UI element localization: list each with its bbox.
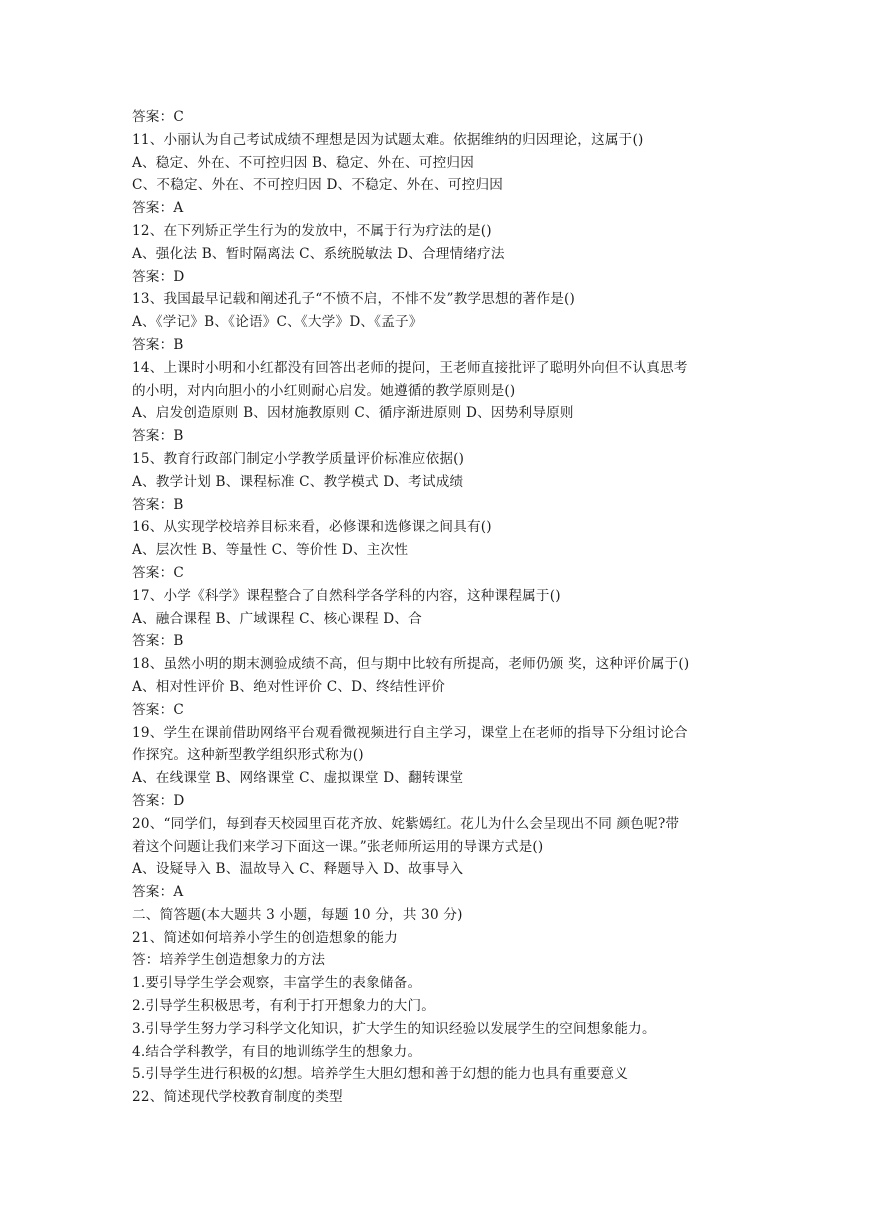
text-line: 答案：B <box>132 336 184 353</box>
text-line: A、强化法 B、暂时隔离法 C、系统脱敏法 D、合理情绪疗法 <box>132 245 505 262</box>
text-line: A、教学计划 B、课程标准 C、教学模式 D、考试成绩 <box>132 473 464 490</box>
text-line: 答案：B <box>132 496 184 513</box>
text-line: 答案：C <box>132 701 184 718</box>
text-line: 答案：B <box>132 428 184 445</box>
text-line: 11、小丽认为自己考试成绩不理想是因为试题太难。依据维纳的归因理论，这属于() <box>132 131 644 148</box>
text-line: C、不稳定、外在、不可控归因 D、不稳定、外在、可控归因 <box>132 177 504 194</box>
text-line: 的小明，对内向胆小的小红则耐心启发。她遵循的教学原则是() <box>132 382 516 399</box>
text-line: 16、从实现学校培养目标来看，必修课和选修课之间具有() <box>132 519 492 536</box>
text-line: 15、教育行政部门制定小学教学质量评价标准应依据() <box>132 450 465 467</box>
text-line: 2.引导学生积极思考，有利于打开想象力的大门。 <box>132 998 436 1015</box>
text-line: 答案：B <box>132 633 184 650</box>
text-line: 答案：A <box>132 200 184 217</box>
text-line: A、设疑导入 B、温故导入 C、释题导入 D、故事导入 <box>132 861 464 878</box>
text-line: 22、简述现代学校教育制度的类型 <box>132 1089 343 1106</box>
text-line: 答案：C <box>132 564 184 581</box>
text-line: 19、学生在课前借助网络平台观看微视频进行自主学习，课堂上在老师的指导下分组讨论合 <box>132 724 688 741</box>
text-line: 答案：D <box>132 792 185 809</box>
text-line: A、层次性 B、等量性 C、等价性 D、主次性 <box>132 542 409 559</box>
text-line: A、融合课程 B、广域课程 C、核心课程 D、合 <box>132 610 422 627</box>
document-body <box>132 106 742 1109</box>
text-line: 答案：A <box>132 884 184 901</box>
text-line: 17、小学《科学》课程整合了自然科学各学科的内容，这种课程属于() <box>132 587 561 604</box>
text-line: 着这个问题让我们来学习下面这一课。”张老师所运用的导课方式是() <box>132 838 544 855</box>
text-line: 二、简答题(本大题共 3 小题，每题 10 分，共 30 分) <box>132 906 463 923</box>
text-line: 1.要引导学生学会观察，丰富学生的表象储备。 <box>132 975 422 992</box>
text-line: A、《学记》B、《论语》C、《大学》D、《孟子》 <box>132 314 423 331</box>
text-line: A、在线课堂 B、网络课堂 C、虚拟课堂 D、翻转课堂 <box>132 770 464 787</box>
text-line: 18、虽然小明的期末测验成绩不高，但与期中比较有所提高，老师仍颁 奖，这种评价属于() <box>132 656 690 673</box>
text-line: 5.引导学生进行积极的幻想。培养学生大胆幻想和善于幻想的能力也具有重要意义 <box>132 1066 629 1083</box>
text-line: A、稳定、外在、不可控归因 B、稳定、外在、可控归因 <box>132 154 474 171</box>
text-line: 答案：D <box>132 268 185 285</box>
text-line: 21、简述如何培养小学生的创造想象的能力 <box>132 929 398 946</box>
text-line: 答：培养学生创造想象力的方法 <box>132 952 326 969</box>
text-line: 3.引导学生努力学习科学文化知识，扩大学生的知识经验以发展学生的空间想象能力。 <box>132 1020 656 1037</box>
text-line: 作探究。这种新型教学组织形式称为() <box>132 747 364 764</box>
text-line: 14、上课时小明和小红都没有回答出老师的提问，王老师直接批评了聪明外向但不认真思考 <box>132 359 688 376</box>
text-line: 4.结合学科教学，有目的地训练学生的想象力。 <box>132 1043 422 1060</box>
text-line: 13、我国最早记载和阐述孔子“不愤不启，不悱不发”教学思想的著作是() <box>132 291 576 308</box>
text-line: 答案：C <box>132 109 184 125</box>
text-line: A、相对性评价 B、绝对性评价 C、D、终结性评价 <box>132 678 446 695</box>
text-line: 12、在下列矫正学生行为的发放中，不属于行为疗法的是() <box>132 222 492 239</box>
text-line: A、启发创造原则 B、因材施教原则 C、循序渐进原则 D、因势利导原则 <box>132 405 574 422</box>
text-line: 20、“同学们，每到春天校园里百花齐放、姹紫嫣红。花儿为什么会呈现出不同 颜色呢?带 <box>132 815 680 832</box>
